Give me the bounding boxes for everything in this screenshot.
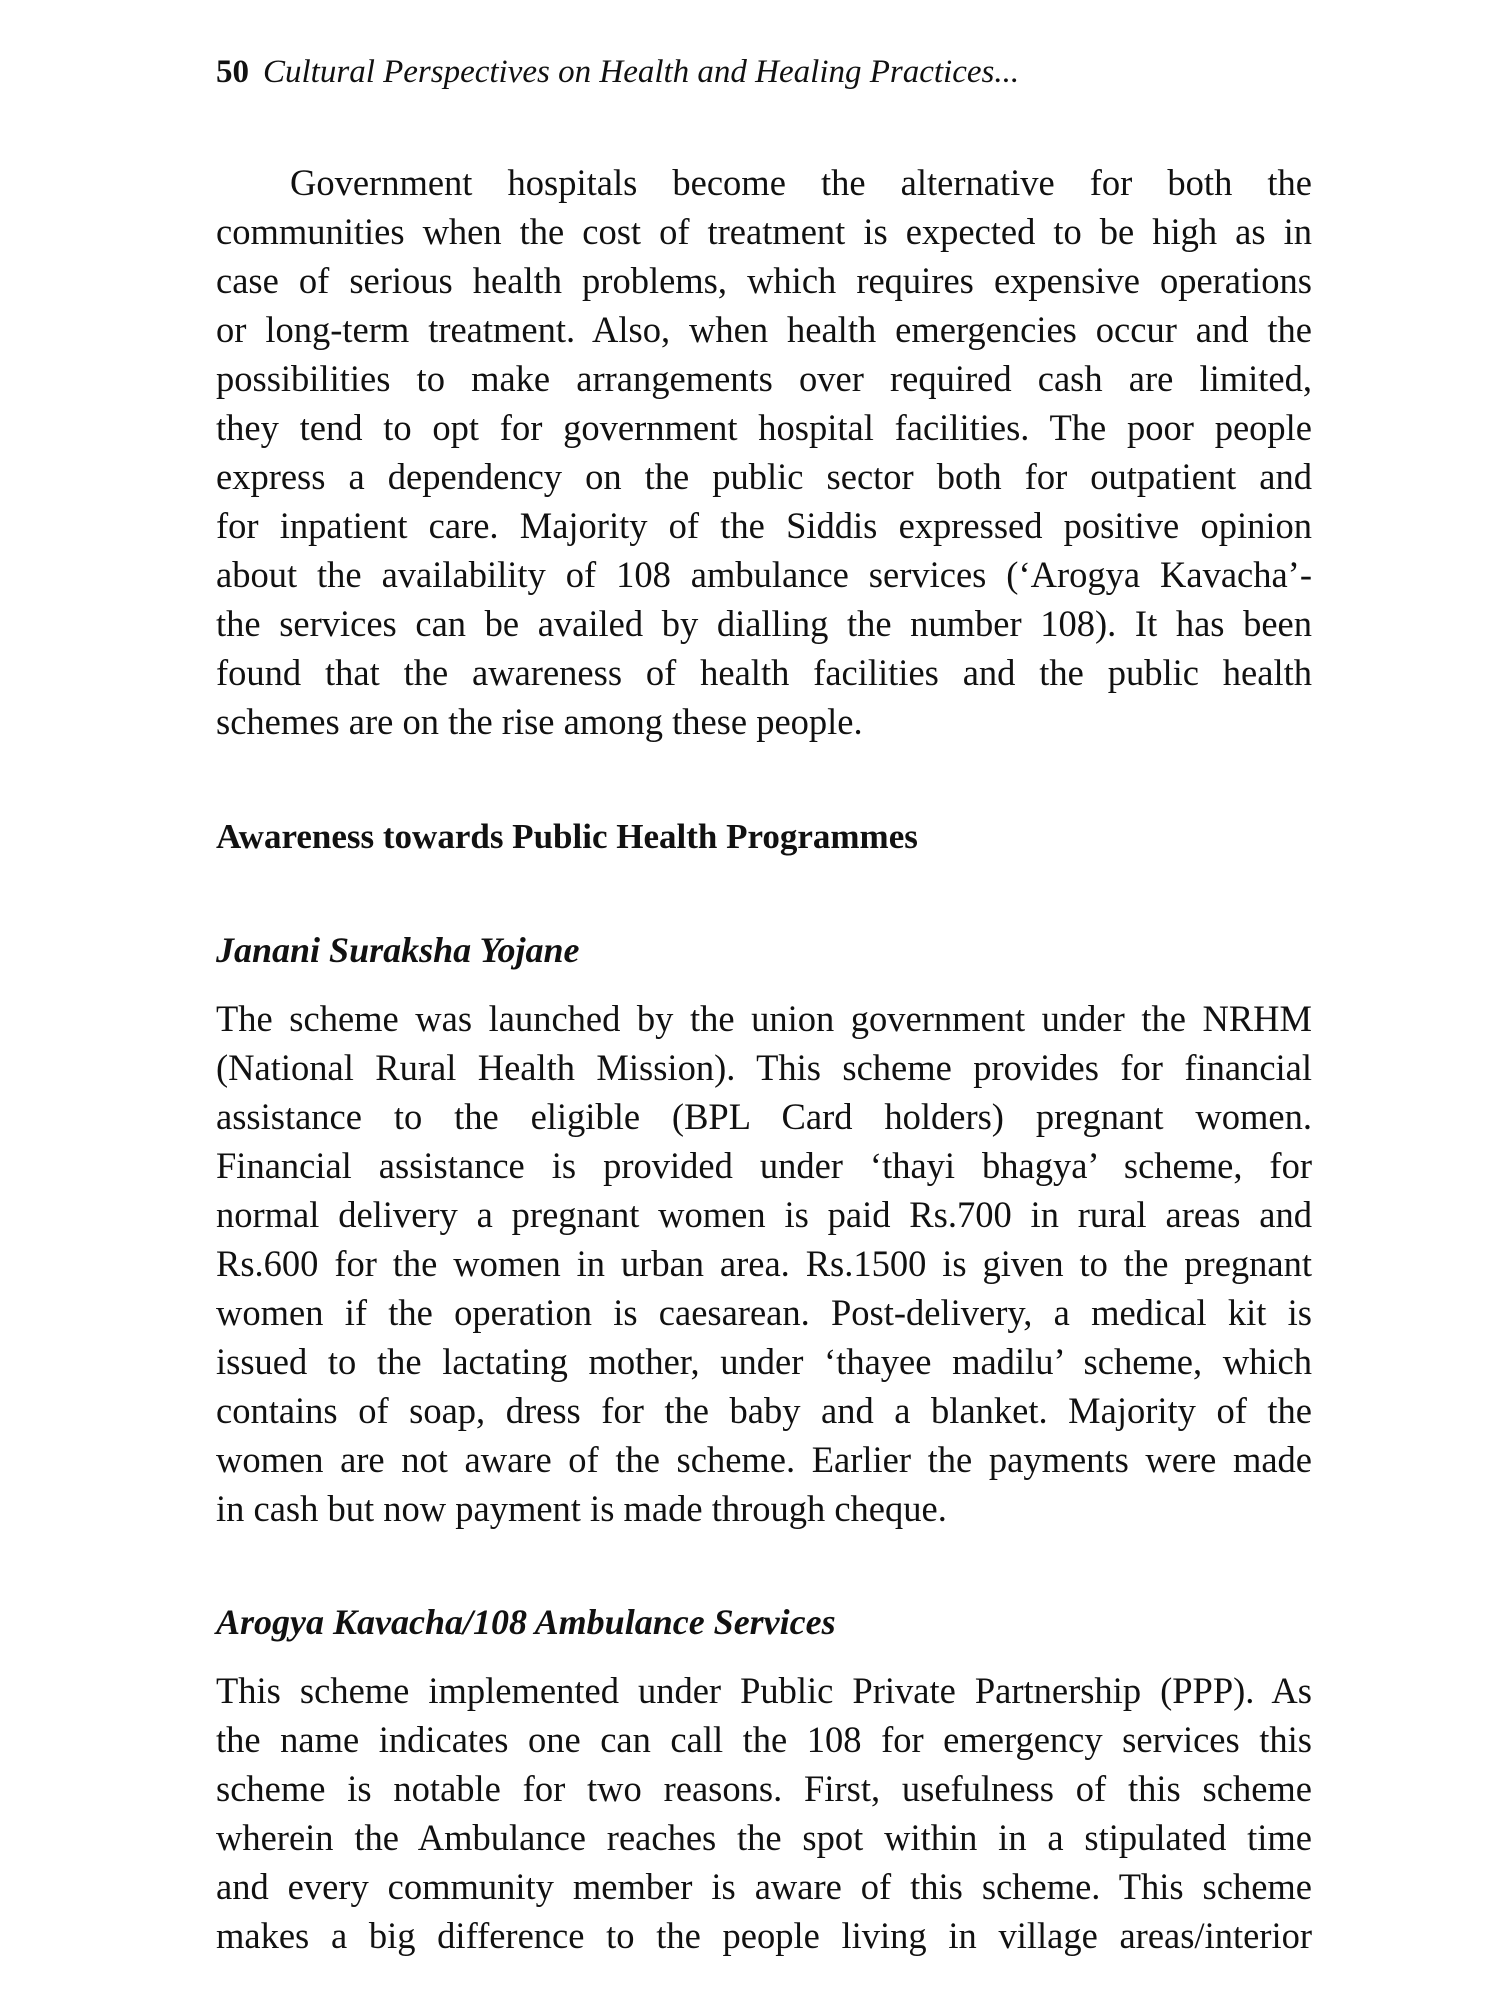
text-line: issued to the lactating mother, under ‘thayee madilu’ scheme, which — [216, 1341, 1312, 1382]
text-line: women are not aware of the scheme. Earlier the payments were made — [216, 1439, 1312, 1480]
text-line: case of serious health problems, which requires expensive operations — [216, 260, 1312, 301]
text-line: assistance to the eligible (BPL Card holders) pregnant women. — [216, 1096, 1312, 1137]
text-line: women if the operation is caesarean. Post-delivery, a medical kit is — [216, 1292, 1312, 1333]
text-line: the name indicates one can call the 108 for emergency services this — [216, 1719, 1312, 1760]
text-line: (National Rural Health Mission). This scheme provides for financial — [216, 1047, 1312, 1088]
book-title: Cultural Perspectives on Health and Healing Practices... — [263, 54, 1020, 90]
page-number: 50 — [216, 54, 249, 90]
subsection-heading-arogya: Arogya Kavacha/108 Ambulance Services — [216, 1602, 836, 1642]
text-line: or long-term treatment. Also, when health emergencies occur and the — [216, 309, 1312, 350]
text-line: they tend to opt for government hospital facilities. The poor people — [216, 407, 1312, 448]
text-line: express a dependency on the public sector both for outpatient and — [216, 456, 1312, 497]
text-line: possibilities to make arrangements over required cash are limited, — [216, 358, 1312, 399]
running-head — [216, 50, 1019, 94]
text-line: about the availability of 108 ambulance services (‘Arogya Kavacha’- — [216, 554, 1312, 595]
text-line: The scheme was launched by the union government under the NRHM — [216, 998, 1312, 1039]
text-line: in cash but now payment is made through cheque. — [216, 1488, 947, 1529]
text-line: and every community member is aware of this scheme. This scheme — [216, 1866, 1312, 1907]
subsection-heading-janani: Janani Suraksha Yojane — [216, 930, 580, 970]
text-line: wherein the Ambulance reaches the spot within in a stipulated time — [216, 1817, 1312, 1858]
text-line: Government hospitals become the alternative for both the — [290, 162, 1312, 203]
text-line: found that the awareness of health facilities and the public health — [216, 652, 1312, 693]
text-line: makes a big difference to the people living in village areas/interior — [216, 1915, 1312, 1956]
section-heading: Awareness towards Public Health Programmes — [216, 817, 918, 856]
text-line: schemes are on the rise among these people. — [216, 701, 863, 742]
text-line: contains of soap, dress for the baby and a blanket. Majority of the — [216, 1390, 1312, 1431]
text-line: for inpatient care. Majority of the Siddis expressed positive opinion — [216, 505, 1312, 546]
text-line: Financial assistance is provided under ‘thayi bhagya’ scheme, for — [216, 1145, 1312, 1186]
text-line: Rs.600 for the women in urban area. Rs.1500 is given to the pregnant — [216, 1243, 1312, 1284]
text-line: the services can be availed by dialling the number 108). It has been — [216, 603, 1312, 644]
text-line: scheme is notable for two reasons. First, usefulness of this scheme — [216, 1768, 1312, 1809]
text-line: communities when the cost of treatment is expected to be high as in — [216, 211, 1312, 252]
text-line: normal delivery a pregnant women is paid Rs.700 in rural areas and — [216, 1194, 1312, 1235]
text-line: This scheme implemented under Public Private Partnership (PPP). As — [216, 1670, 1312, 1711]
